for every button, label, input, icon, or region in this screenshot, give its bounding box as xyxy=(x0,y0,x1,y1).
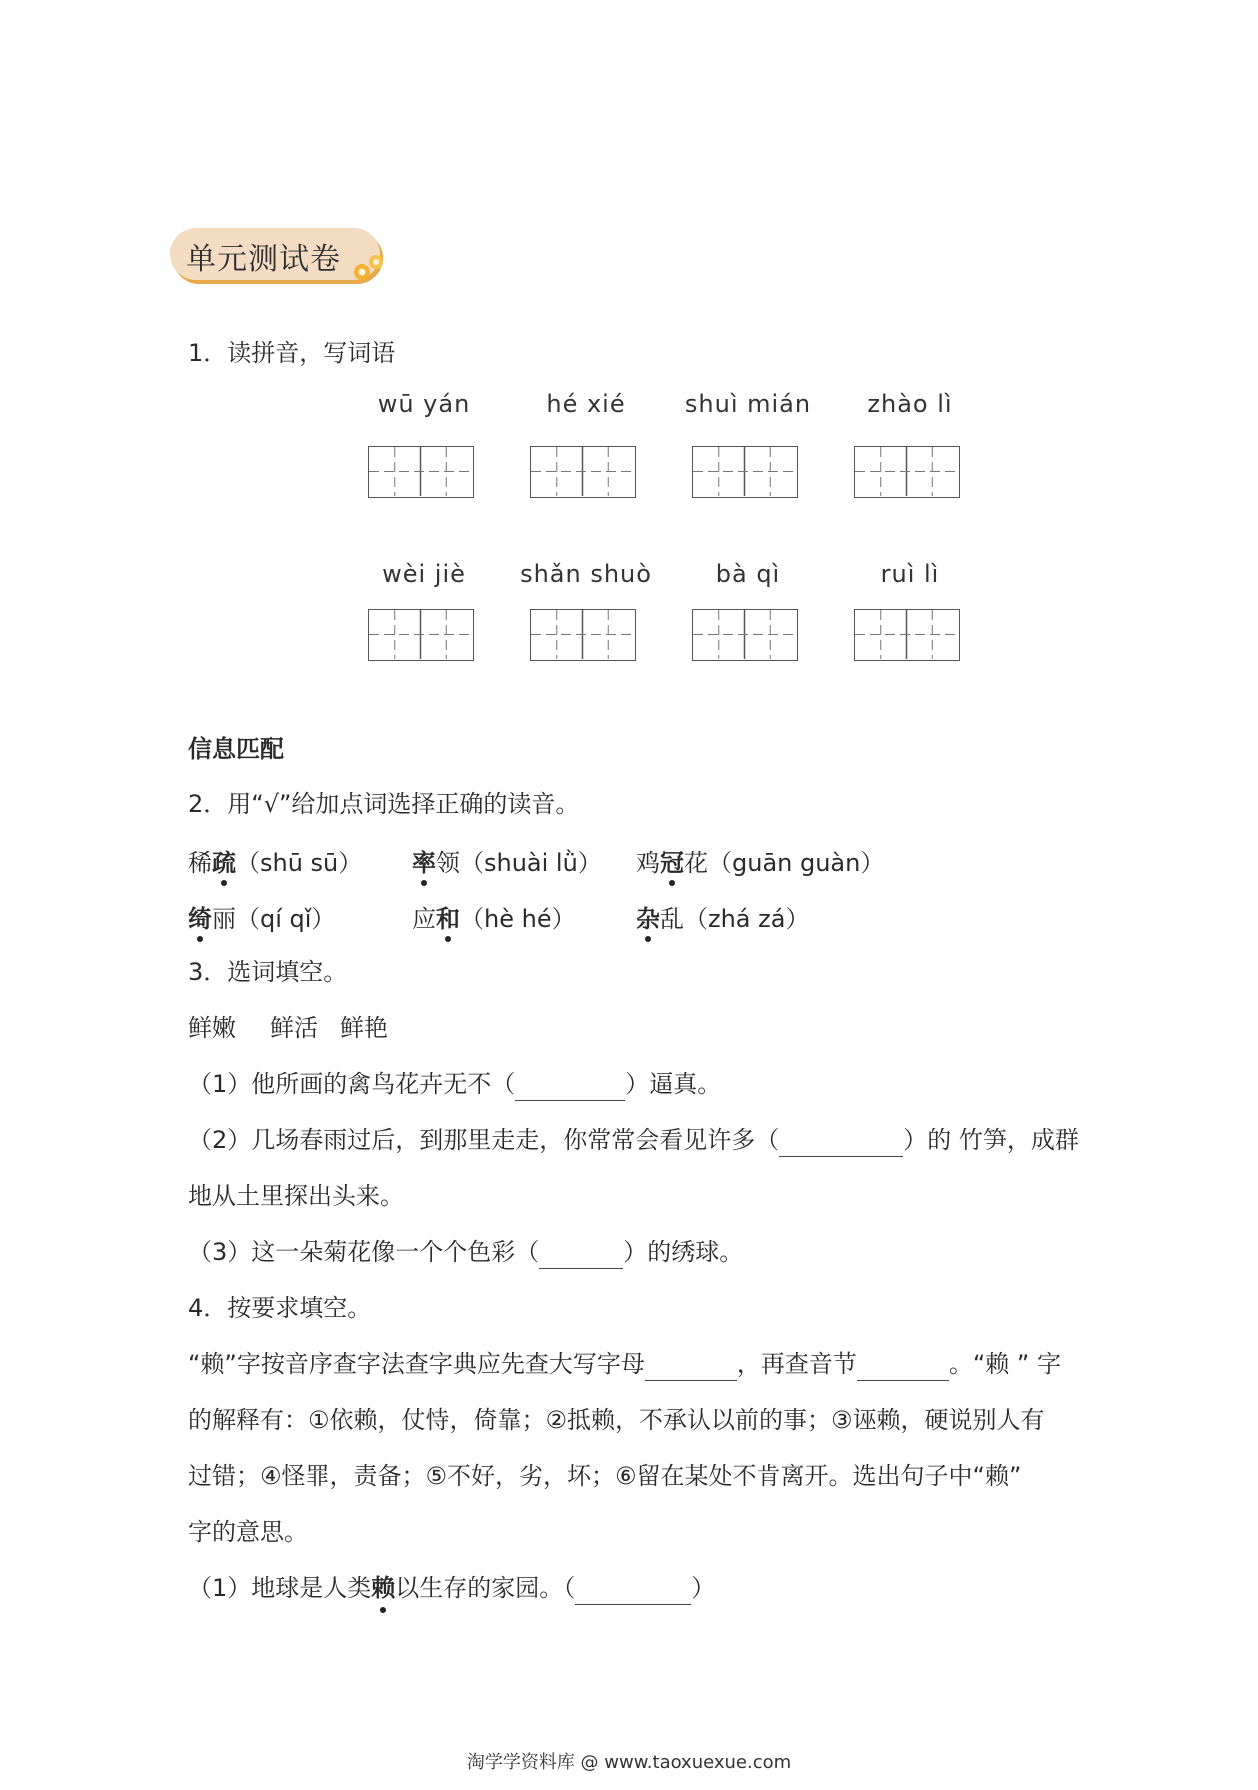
pinyin-label: shǎn shuò xyxy=(520,560,652,588)
option-pinyin: （zhá zá） xyxy=(684,905,810,933)
writing-grid[interactable] xyxy=(368,609,474,661)
option-text: 稀 xyxy=(188,849,212,877)
q1-title: 1．读拼音，写词语 xyxy=(188,339,396,367)
answer-blank[interactable] xyxy=(857,1354,949,1381)
dotted-char: 冠 xyxy=(660,843,684,878)
writing-grid[interactable] xyxy=(530,609,636,661)
sentence-text: “赖”字按音序查字法查字典应先查大写字母 xyxy=(188,1350,645,1378)
dotted-char: 率 xyxy=(412,843,436,878)
reading-option[interactable] xyxy=(636,899,809,934)
q4-sentence-1 xyxy=(188,1571,715,1605)
word-bank xyxy=(188,1011,388,1045)
sentence-text: ）逼真。 xyxy=(625,1070,722,1098)
pinyin-label: zhào lì xyxy=(867,390,953,418)
option-text: 应 xyxy=(412,905,436,933)
reading-option[interactable] xyxy=(412,899,576,934)
writing-grid[interactable] xyxy=(530,446,636,498)
pinyin-label: bà qì xyxy=(715,560,781,588)
flower-icon xyxy=(348,250,388,290)
q2-title: 2．用“√”给加点词选择正确的读音。 xyxy=(188,790,580,818)
footer-watermark: 淘学学资料库 @ www.taoxuexue.com xyxy=(466,1752,792,1773)
pinyin-label: wū yán xyxy=(377,390,471,418)
sentence-text: ） xyxy=(691,1574,716,1602)
word-option: 鲜嫩 xyxy=(188,1014,236,1042)
word-option: 鲜活 xyxy=(270,1014,318,1042)
q3-sentence-2-cont: 地从土里探出头来。 xyxy=(188,1182,404,1210)
option-text: 乱 xyxy=(660,905,684,933)
pinyin-label: hé xié xyxy=(546,390,626,418)
sentence-text: （1）地球是人类 xyxy=(188,1574,372,1602)
option-text: 领 xyxy=(436,849,460,877)
answer-blank[interactable] xyxy=(515,1074,625,1101)
q3-sentence-1 xyxy=(188,1067,721,1101)
sentence-text: （3）这一朵菊花像一个个色彩（ xyxy=(188,1238,540,1266)
option-pinyin: （shuài lǜ） xyxy=(460,849,602,877)
sentence-text: ）的 竹笋，成群 xyxy=(903,1126,1079,1154)
pinyin-label: shuì mián xyxy=(684,390,812,418)
q3-sentence-3 xyxy=(188,1235,743,1269)
dotted-char: 绮 xyxy=(188,899,212,934)
pinyin-label: wèi jiè xyxy=(382,560,466,588)
option-pinyin: （hè hé） xyxy=(460,905,576,933)
section-title: 单元测试卷 xyxy=(186,242,341,277)
q3-title: 3．选词填空。 xyxy=(188,958,348,986)
reading-option[interactable] xyxy=(188,843,362,878)
writing-grid[interactable] xyxy=(692,609,798,661)
writing-grid[interactable] xyxy=(854,446,960,498)
dotted-char: 和 xyxy=(436,899,460,934)
answer-blank[interactable] xyxy=(575,1578,691,1605)
q4-line-3: 过错；④怪罪，责备；⑤不好，劣，坏；⑥留在某处不肯离开。选出句子中“赖” xyxy=(188,1462,1022,1490)
option-text: 花 xyxy=(684,849,708,877)
sentence-text: 。“赖 ” 字 xyxy=(948,1350,1061,1378)
answer-blank[interactable] xyxy=(539,1242,623,1269)
q4-line-4: 字的意思。 xyxy=(188,1518,308,1546)
reading-option[interactable] xyxy=(412,843,602,878)
sentence-text: （1）他所画的禽鸟花卉无不（ xyxy=(188,1070,516,1098)
answer-blank[interactable] xyxy=(645,1354,737,1381)
word-option: 鲜艳 xyxy=(340,1014,388,1042)
q4-line-1 xyxy=(188,1347,1061,1381)
sentence-text: （2）几场春雨过后，到那里走走，你常常会看见许多（ xyxy=(188,1126,780,1154)
dotted-char: 赖 xyxy=(371,1571,395,1605)
writing-grid[interactable] xyxy=(854,609,960,661)
q4-line-2: 的解释有：①依赖，仗恃，倚靠；②抵赖，不承认以前的事；③诬赖，硬说别人有 xyxy=(188,1406,1045,1434)
pinyin-label: ruì lì xyxy=(880,560,940,588)
writing-grid[interactable] xyxy=(368,446,474,498)
sentence-text: ，再查音节 xyxy=(736,1350,857,1378)
option-pinyin: （qí qǐ） xyxy=(236,905,336,933)
q3-sentence-2 xyxy=(188,1123,1079,1157)
option-text: 丽 xyxy=(212,905,236,933)
option-text: 鸡 xyxy=(636,849,660,877)
q4-title: 4．按要求填空。 xyxy=(188,1294,372,1322)
dotted-char: 疏 xyxy=(212,843,236,878)
writing-grid[interactable] xyxy=(692,446,798,498)
dotted-char: 杂 xyxy=(636,899,660,934)
sentence-text: ）的绣球。 xyxy=(623,1238,744,1266)
section-heading: 信息匹配 xyxy=(188,735,284,763)
sentence-text: 以生存的家园。（ xyxy=(395,1574,576,1602)
answer-blank[interactable] xyxy=(779,1130,903,1157)
option-pinyin: （guān guàn） xyxy=(708,849,885,877)
option-pinyin: （shū sū） xyxy=(236,849,363,877)
reading-option[interactable] xyxy=(636,843,884,878)
reading-option[interactable] xyxy=(188,899,335,934)
